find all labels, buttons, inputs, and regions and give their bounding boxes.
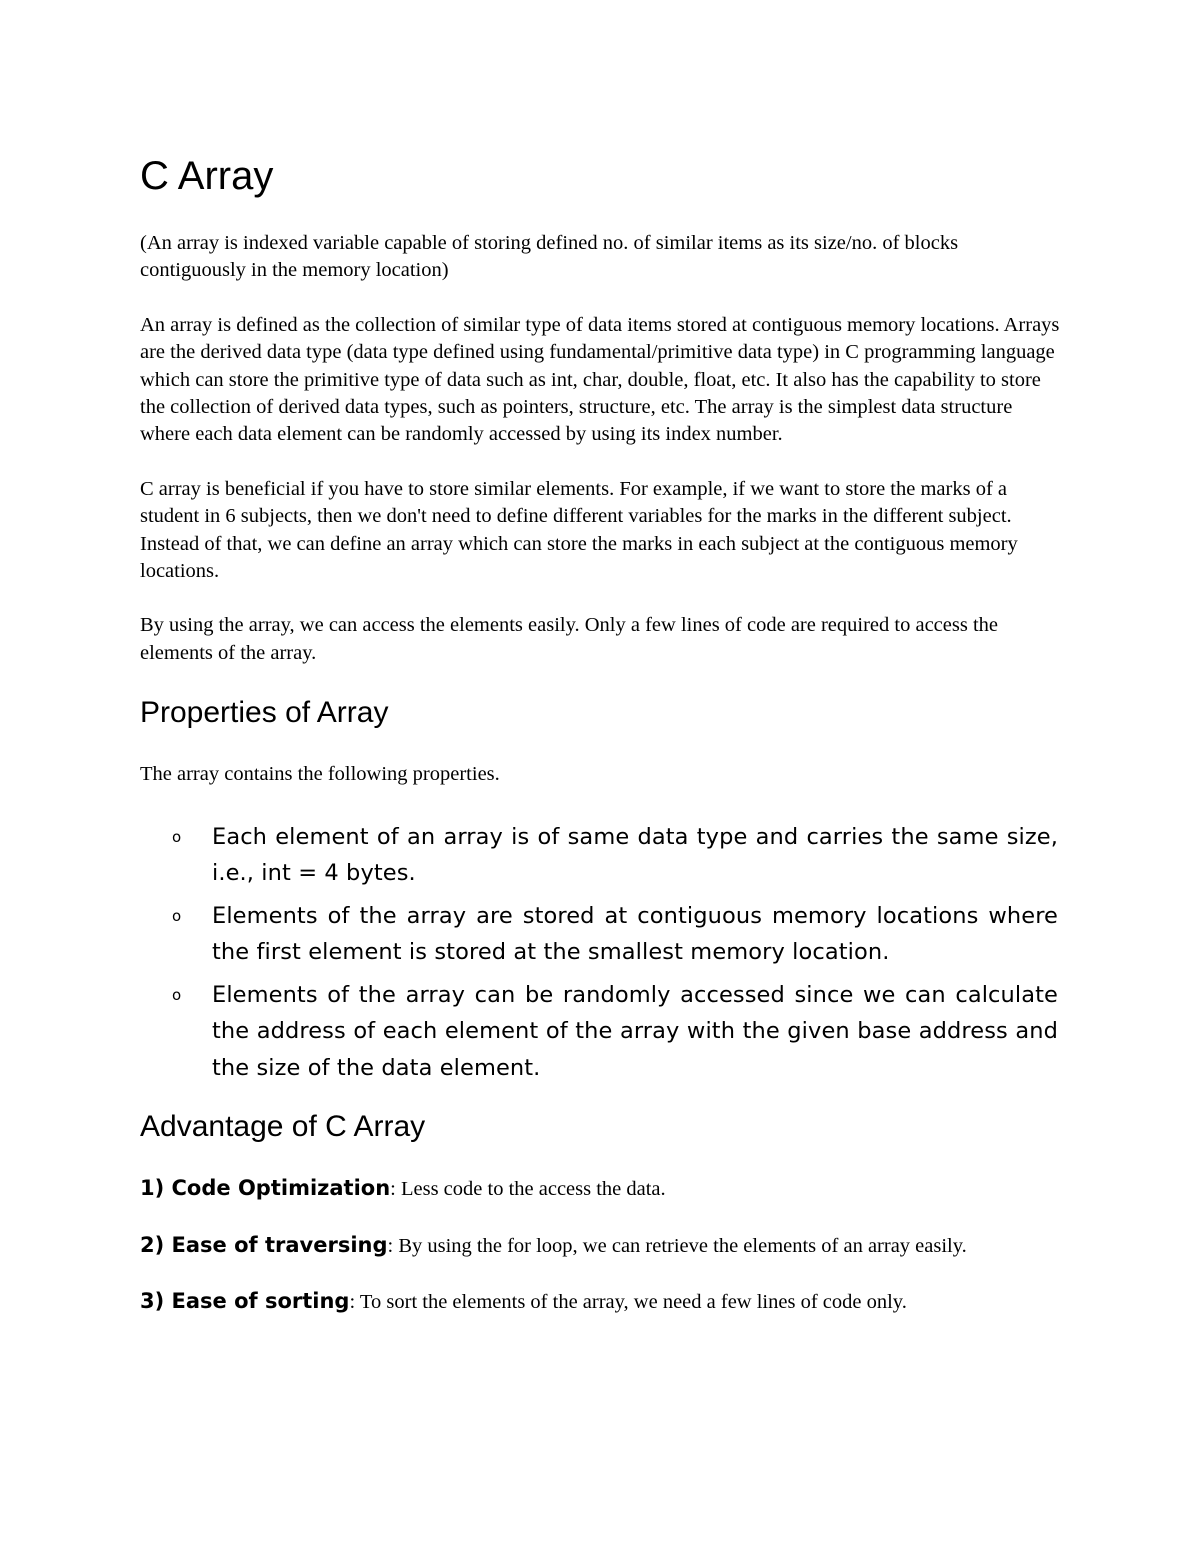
advantage-code-optimization bbox=[140, 1175, 1060, 1203]
page-title: C Array bbox=[140, 154, 274, 198]
paragraph-benefit: C array is beneficial if you have to store similar elements. For example, if we want to store the marks of a student in 6 subjects, then we don't need to define different variables for the marks in the different subject. Instead of that, we can define an array which can store the marks in each subject at the contiguous memory locations. bbox=[140, 477, 1018, 583]
document-page bbox=[140, 150, 1060, 1344]
properties-list bbox=[140, 819, 1060, 1087]
bullet-icon: o bbox=[172, 985, 182, 1004]
advantage-text: : By using the for loop, we can retrieve the elements of an array easily. bbox=[387, 1234, 967, 1257]
advantage-ease-of-sorting bbox=[140, 1288, 1060, 1316]
intro-note: (An array is indexed variable capable of storing defined no. of similar items as its size/no. of blocks contiguously in the memory location) bbox=[140, 232, 959, 282]
properties-heading: Properties of Array bbox=[140, 696, 389, 730]
advantage-label: 3) Ease of sorting bbox=[140, 1289, 350, 1313]
list-item-text: Elements of the array are stored at contiguous memory locations where the first element is stored at the smallest memory location. bbox=[212, 902, 1058, 966]
advantage-text: : To sort the elements of the array, we need a few lines of code only. bbox=[349, 1291, 907, 1313]
paragraph-definition: An array is defined as the collection of similar type of data items stored at contiguous memory locations. Arrays are the derived data type (data type defined using fundamental/primitive data type) in C programming language which can store the primitive type of data such as int, char, double, float, etc. It also has the capability to store the collection of derived data types, such as pointers, structure, etc. The array is the simplest data structure where each data element can be randomly accessed by using its index number. bbox=[140, 313, 1060, 446]
list-item bbox=[140, 898, 1060, 971]
advantage-ease-of-traversing bbox=[140, 1232, 1060, 1260]
list-item bbox=[140, 819, 1060, 892]
paragraph-access: By using the array, we can access the elements easily. Only a few lines of code are required to access the elements of the array. bbox=[140, 614, 998, 664]
bullet-icon: o bbox=[172, 906, 182, 925]
list-item-text: Each element of an array is of same data type and carries the same size, i.e., int = 4 bytes. bbox=[212, 823, 1058, 887]
advantage-label: 1) Code Optimization bbox=[140, 1176, 391, 1201]
properties-intro: The array contains the following properties. bbox=[140, 763, 500, 786]
advantage-label: 2) Ease of traversing bbox=[140, 1232, 388, 1257]
advantages-heading: Advantage of C Array bbox=[140, 1110, 426, 1144]
list-item-text: Elements of the array can be randomly accessed since we can calculate the address of each element of the array with the given base address and the size of the data element. bbox=[212, 981, 1058, 1081]
bullet-icon: o bbox=[172, 827, 182, 846]
list-item bbox=[140, 977, 1060, 1087]
advantage-text: : Less code to the access the data. bbox=[390, 1178, 666, 1201]
